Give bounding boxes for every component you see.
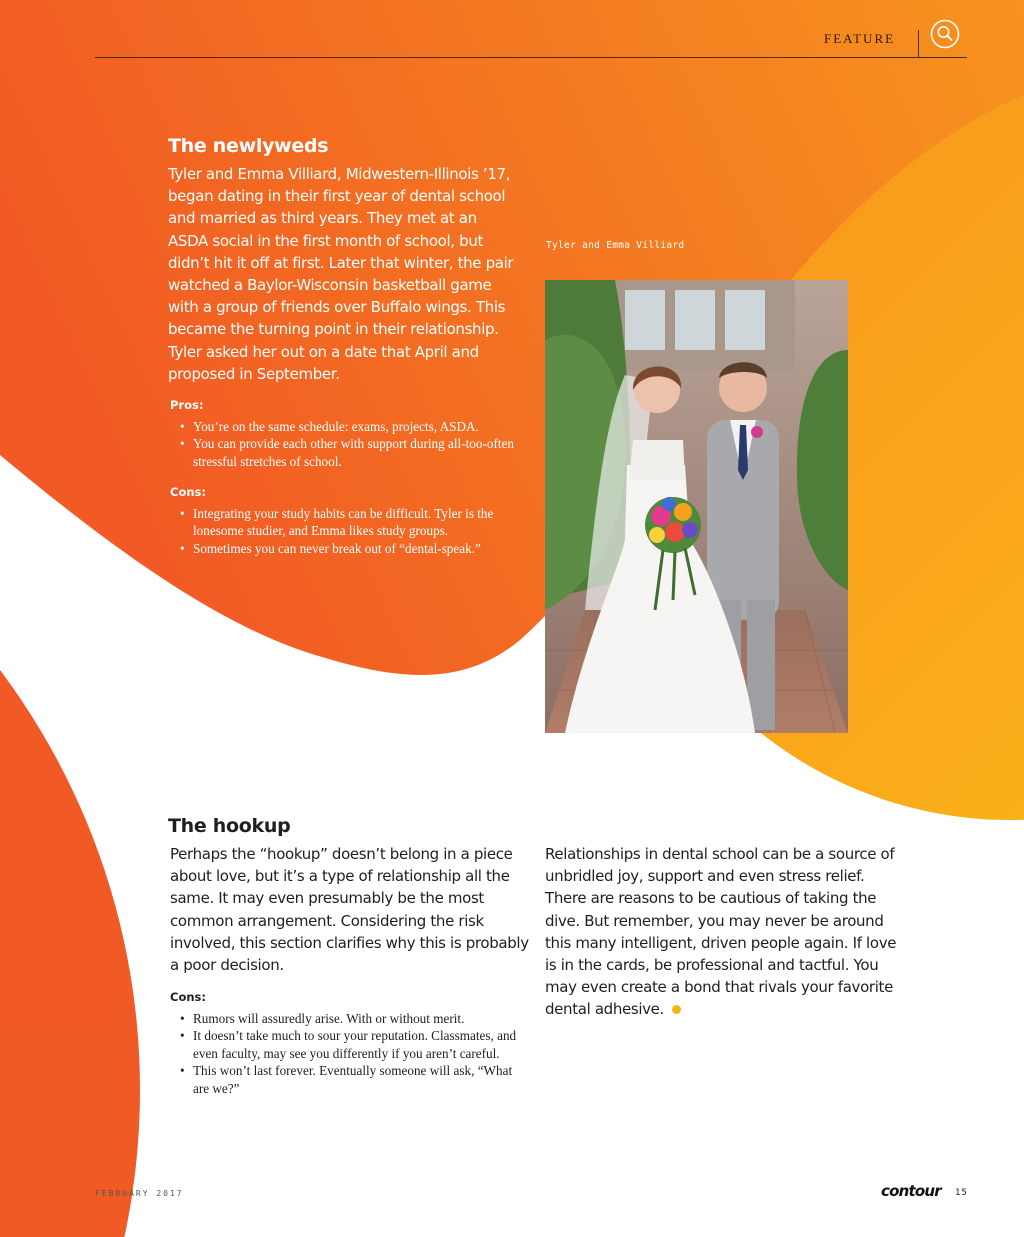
cons-label: Cons:: [170, 485, 206, 499]
cons-list: [170, 505, 520, 557]
section-label: FEATURE: [824, 31, 896, 46]
page-number: 15: [955, 1188, 968, 1198]
hookup-cons-list: [170, 1010, 522, 1097]
wedding-photo: [545, 280, 848, 733]
list-item: • This won’t last forever. Eventually someone will ask, “What are we?”: [180, 1063, 513, 1096]
list-item: • Sometimes you can never break out of “dental-speak.”: [180, 540, 481, 556]
list-item: • You’re on the same schedule: exams, projects, ASDA.: [180, 419, 479, 434]
newlyweds-heading: The newlyweds: [168, 135, 329, 157]
search-icon[interactable]: [930, 19, 960, 49]
header-divider: [918, 30, 919, 57]
pros-label: Pros:: [170, 398, 204, 412]
photo-caption: Tyler and Emma Villiard: [546, 240, 685, 251]
footer-date: FEBRUARY 2017: [95, 1189, 184, 1198]
list-item: • It doesn’t take much to sour your reputation. Classmates, and even faculty, may see you differently if you aren’t careful.: [180, 1028, 517, 1061]
magazine-logo: contour: [881, 1182, 941, 1200]
hookup-cons-label: Cons:: [170, 990, 206, 1004]
header-rule: [95, 57, 967, 58]
end-mark-icon: [672, 1005, 681, 1014]
list-item: • You can provide each other with support during all-too-often stressful stretches of school.: [180, 436, 514, 469]
list-item: • Integrating your study habits can be difficult. Tyler is the lonesome studier, and Emma likes study groups.: [180, 506, 494, 539]
hookup-body: Perhaps the “hookup” doesn’t belong in a piece about love, but it’s a type of relationship all the same. It may even presumably be the most common arrangement. Considering the risk involved, this section clarifies why this is probably a poor decision.: [170, 845, 529, 975]
pros-list: [170, 418, 520, 470]
list-item: • Rumors will assuredly arise. With or without merit.: [180, 1011, 465, 1026]
closing-paragraph: [545, 843, 905, 1021]
hookup-heading: The hookup: [168, 815, 291, 837]
closing-body: Relationships in dental school can be a source of unbridled joy, support and even stress relief. There are reasons to be cautious of taking the dive. But remember, you may never be around this many intelligent, driven people again. If love is in the cards, be professional and tactful. You may even create a bond that rivals your favorite dental adhesive.: [545, 845, 897, 1019]
newlyweds-body: Tyler and Emma Villiard, Midwestern-Illinois ’17, began dating in their first year of dental school and married as third years. They met at an ASDA social in the first month of school, but didn’t hit it off at first. Later that winter, the pair watched a Baylor-Wisconsin basketball game with a group of friends over Buffalo wings. This became the turning point in their relationship. Tyler asked her out on a date that April and proposed in September.: [168, 165, 514, 383]
